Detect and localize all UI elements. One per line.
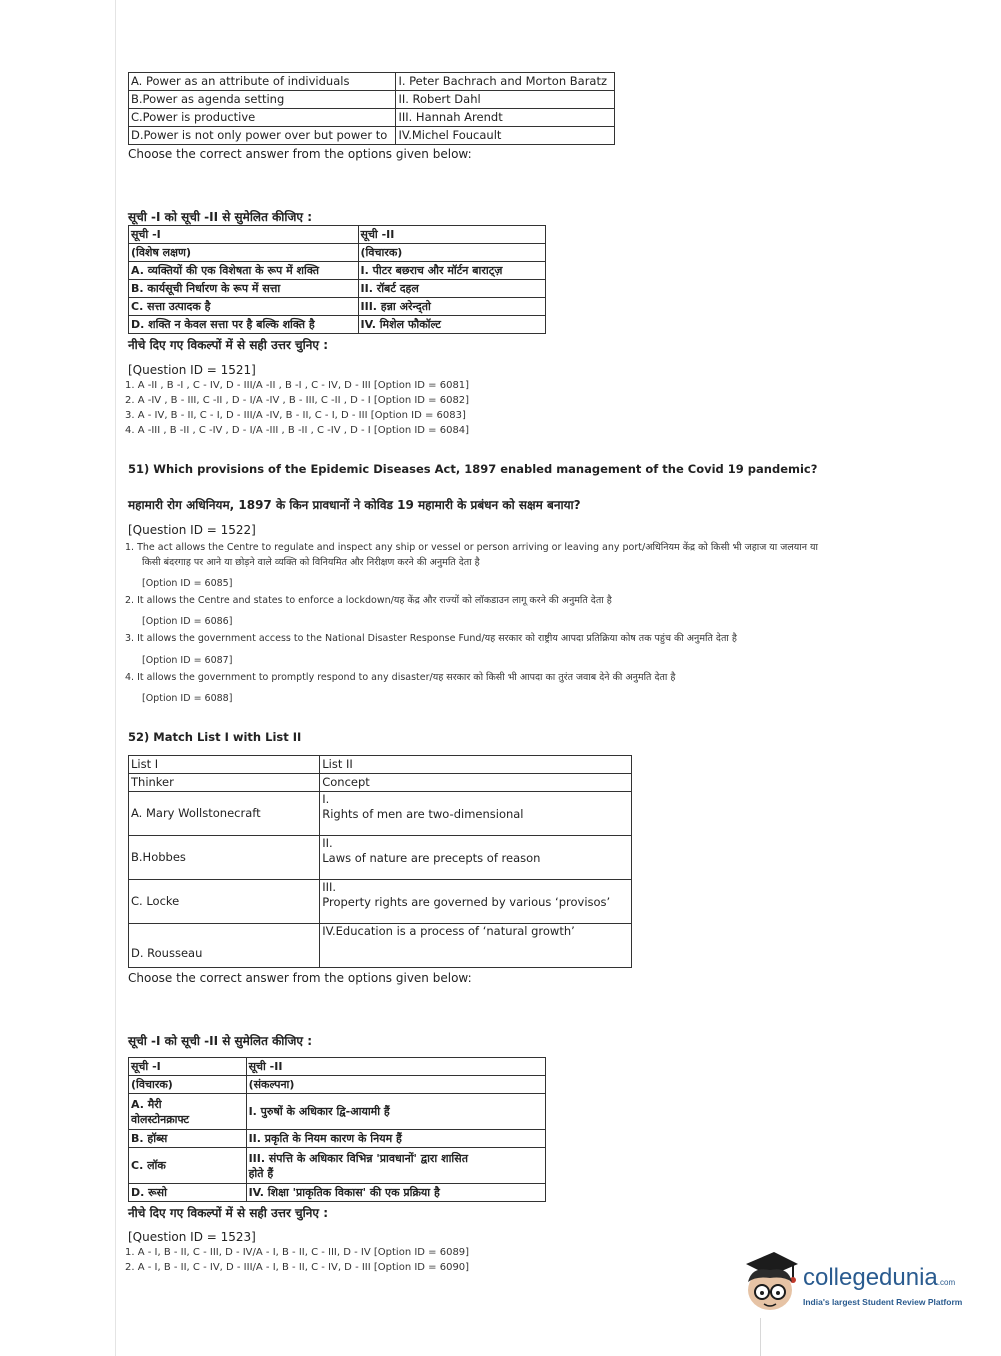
cell: I. Peter Bachrach and Morton Baratz <box>396 73 615 91</box>
cell: IV.Michel Foucault <box>396 127 615 145</box>
cell: C. लॉक <box>129 1148 247 1184</box>
roman-numeral: I. <box>322 792 330 806</box>
hindi-choose-instruction: नीचे दिए गए विकल्पों में से सही उत्तर चुनिए : <box>128 338 329 352</box>
cell: B.Power as agenda setting <box>129 91 396 109</box>
question-51-hindi: महामारी रोग अधिनियम, 1897 के किन प्रावधानों ने कोविड 19 महामारी के प्रबंधन को सक्षम बनाया? <box>128 498 581 512</box>
cell: (संकल्पना) <box>246 1076 545 1094</box>
option-item: 3. A - IV, B - II, C - I, D - III/A -IV, B - II, C - I, D - III [Option ID = 6083] <box>125 410 466 421</box>
cell: D.Power is not only power over but power to <box>129 127 396 145</box>
cell: C. सत्ता उत्पादक है <box>129 298 359 316</box>
mascot-icon <box>740 1248 802 1312</box>
cell-line: वोलस्टोनक्राफ्ट <box>131 1112 190 1126</box>
concept-text: Laws of nature are precepts of reason <box>322 851 541 865</box>
cell: सूची -II <box>358 226 545 244</box>
cell: सूची -I <box>129 1058 247 1076</box>
option-item: 4. A -III , B -II , C -IV , D - I/A -III , B -II , C -IV , D - I [Option ID = 6084] <box>125 425 470 436</box>
roman-numeral: II. <box>322 836 333 850</box>
q52-match-table-hi <box>128 1057 546 1202</box>
option-item: 2. A -IV , B - III, C -II , D - I/A -IV , B - III, C -II , D - I [Option ID = 6082] <box>125 395 470 406</box>
logo-suffix: .com <box>937 1278 956 1287</box>
cell: II. प्रकृति के नियम कारण के नियम हैं <box>246 1130 545 1148</box>
hindi-match-heading: सूची -I को सूची -II से सुमेलित कीजिए : <box>128 210 313 224</box>
option-item: 1. A -II , B -I , C - IV, D - III/A -II , B -I , C - IV, D - III [Option ID = 6081] <box>125 380 470 391</box>
hindi-choose-instruction: नीचे दिए गए विकल्पों में से सही उत्तर चुनिए : <box>128 1206 329 1220</box>
cell: I. पुरुषों के अधिकार द्वि-आयामी हैं <box>246 1094 545 1130</box>
concept-text: Property rights are governed by various ‘provisos’ <box>322 895 611 909</box>
option-item-continued: किसी बंदरगाह पर आने या छोड़ने वाले व्यक्ति को विनियमित और निरीक्षण करने की अनुमति देता है <box>142 557 480 568</box>
page-margin-rule-bottom <box>760 1318 761 1356</box>
question-52-heading: 52) Match List I with List II <box>128 730 302 744</box>
option-item: 4. It allows the government to promptly respond to any disaster/यह सरकार को किसी भी आपदा का तुरंत जवाब देने की अनुमति देता है <box>125 672 676 683</box>
cell: सूची -I <box>129 226 359 244</box>
option-id: [Option ID = 6088] <box>142 693 233 704</box>
logo-wordmark <box>803 1264 955 1292</box>
cell: D. Rousseau <box>129 924 320 968</box>
cell: D. शक्ति न केवल सत्ता पर है बल्कि शक्ति है <box>129 316 359 334</box>
cell: C. Locke <box>129 880 320 924</box>
q50-match-table-hi <box>128 225 546 334</box>
cell: सूची -II <box>246 1058 545 1076</box>
option-item: 2. It allows the Centre and states to enforce a lockdown/यह केंद्र और राज्यों को लॉकडाउन लागू करने की अनुमति देता है <box>125 595 612 606</box>
cell: Concept <box>320 774 632 792</box>
cell: I. पीटर बछराच और मॉर्टन बाराट्ज़ <box>358 262 545 280</box>
question-id: [Question ID = 1523] <box>128 1230 256 1244</box>
choose-instruction: Choose the correct answer from the options given below: <box>128 147 472 161</box>
hindi-match-heading: सूची -I को सूची -II से सुमेलित कीजिए : <box>128 1034 313 1048</box>
cell: (विचारक) <box>129 1076 247 1094</box>
logo-name: collegedunia <box>803 1264 938 1291</box>
concept-text: Rights of men are two-dimensional <box>322 807 524 821</box>
cell: (विशेष लक्षण) <box>129 244 359 262</box>
cell: List I <box>129 756 320 774</box>
option-id: [Option ID = 6087] <box>142 655 233 666</box>
cell: A. व्यक्तियों की एक विशेषता के रूप में शक्ति <box>129 262 359 280</box>
option-id: [Option ID = 6085] <box>142 578 233 589</box>
cell: IV. शिक्षा 'प्राकृतिक विकास' की एक प्रक्रिया है <box>246 1184 545 1202</box>
option-item: 2. A - I, B - II, C - IV, D - III/A - I, B - II, C - IV, D - III [Option ID = 6090] <box>125 1262 470 1273</box>
cell <box>246 1148 545 1184</box>
cell: A. Power as an attribute of individuals <box>129 73 396 91</box>
page-margin-rule <box>115 0 116 1356</box>
q52-match-table-en <box>128 755 632 968</box>
q50-match-table-en <box>128 72 615 145</box>
cell: (विचारक) <box>358 244 545 262</box>
cell: Thinker <box>129 774 320 792</box>
cell: A. Mary Wollstonecraft <box>129 792 320 836</box>
cell: B. कार्यसूची निर्धारण के रूप में सत्ता <box>129 280 359 298</box>
cell-line: होते हैं <box>248 1166 274 1180</box>
cell <box>320 836 632 880</box>
question-id: [Question ID = 1522] <box>128 523 256 537</box>
question-id: [Question ID = 1521] <box>128 363 256 377</box>
option-id: [Option ID = 6086] <box>142 616 233 627</box>
cell <box>320 924 632 968</box>
cell <box>320 880 632 924</box>
cell: III. Hannah Arendt <box>396 109 615 127</box>
cell: II. Robert Dahl <box>396 91 615 109</box>
option-item: 3. It allows the government access to the National Disaster Response Fund/यह सरकार को राष्ट्रीय आपदा प्रतिक्रिया कोष तक पहुंच की अनुमति देता है <box>125 633 737 644</box>
question-51-text: 51) Which provisions of the Epidemic Diseases Act, 1897 enabled management of the Covid 19 pandemic? <box>128 462 818 476</box>
cell: IV. मिशेल फौकॉल्ट <box>358 316 545 334</box>
choose-instruction: Choose the correct answer from the options given below: <box>128 971 472 985</box>
cell <box>129 1094 247 1130</box>
cell-line: III. संपत्ति के अधिकार विभिन्न 'प्रावधानों' द्वारा शासित <box>248 1151 468 1165</box>
roman-numeral: III. <box>322 880 337 894</box>
logo-tagline: India's largest Student Review Platform <box>803 1297 963 1307</box>
cell <box>320 792 632 836</box>
option-item: 1. The act allows the Centre to regulate and inspect any ship or vessel or person arriving or leaving any port/अधिनियम केंद्र को किसी भी जहाज या जलयान या <box>125 542 818 553</box>
cell: List II <box>320 756 632 774</box>
cell: III. हन्ना अरेन्द्तो <box>358 298 545 316</box>
option-item: 1. A - I, B - II, C - III, D - IV/A - I, B - II, C - III, D - IV [Option ID = 6089] <box>125 1247 470 1258</box>
cell: B. हॉब्स <box>129 1130 247 1148</box>
cell: C.Power is productive <box>129 109 396 127</box>
concept-text: IV.Education is a process of ‘natural growth’ <box>322 924 575 938</box>
cell: D. रूसो <box>129 1184 247 1202</box>
cell-line: A. मैरी <box>131 1097 162 1111</box>
cell: B.Hobbes <box>129 836 320 880</box>
cell: II. रॉबर्ट दहल <box>358 280 545 298</box>
